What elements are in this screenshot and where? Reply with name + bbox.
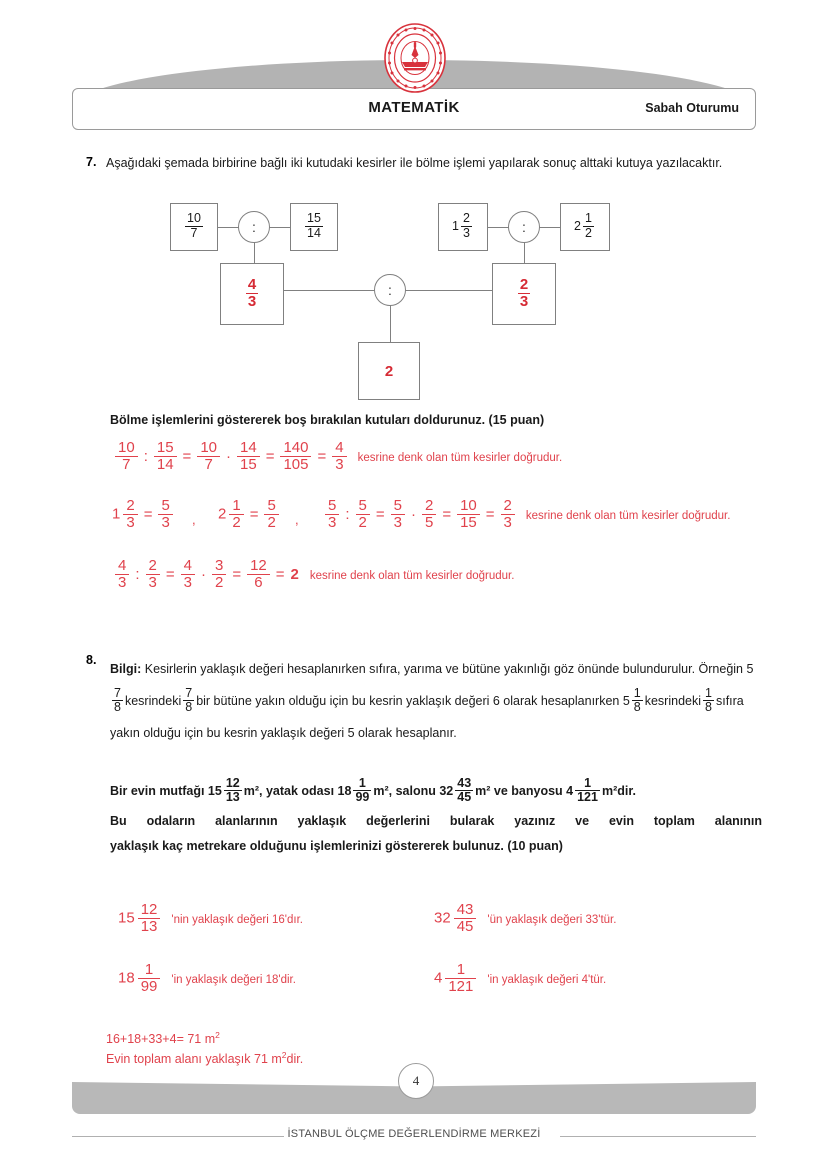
fraction: $\frac{4}{3}$ <box>332 440 346 473</box>
diagram-box-left-result <box>220 263 284 325</box>
question-8-answer-2 <box>434 902 616 935</box>
fraction: $\frac{5}{2}$ <box>356 498 370 531</box>
fraction: $\frac{10}{7}$ <box>197 440 220 473</box>
diagram-box-left-dividend <box>170 203 218 251</box>
operator: : <box>143 448 148 466</box>
diagram-connector <box>524 241 525 263</box>
fraction: $\frac{12}{13}$ <box>225 776 240 805</box>
operator: = <box>442 506 452 524</box>
question-8-task-line-2: Bu odaların alanlarının yaklaşık değerlerini bularak yazınız ve evin toplam alanının <box>110 814 762 828</box>
operator: · <box>226 448 231 466</box>
task-part-a: Bir evin mutfağı 15 <box>110 783 222 798</box>
fraction: $\frac{2}{3}$ <box>463 211 470 240</box>
fraction: $\frac{1}{121}$ <box>445 962 476 995</box>
operator: = <box>265 448 275 466</box>
operator: = <box>485 506 495 524</box>
operator: = <box>249 506 259 524</box>
operator: = <box>143 506 153 524</box>
mixed-number: 18 $\frac{1}{99}$ <box>118 962 163 995</box>
sum-expression: 16+18+33+4= 71 m <box>106 1032 216 1047</box>
question-7-number: 7. <box>86 155 97 169</box>
fraction: $\frac{43}{45}$ <box>454 902 477 935</box>
diagram-operator-center: : <box>374 274 406 306</box>
fraction: $\frac{2}{3}$ <box>501 498 515 531</box>
question-7-prompt <box>106 155 760 172</box>
diagram-box-left-divisor <box>290 203 338 251</box>
mixed-number: 15 $\frac{12}{13}$ <box>118 902 163 935</box>
diagram-operator-right: : <box>508 211 540 243</box>
question-8-answer-4 <box>434 962 606 995</box>
operator: = <box>275 566 285 584</box>
operator: = <box>232 566 242 584</box>
task-part-b: m², yatak odası 18 <box>243 783 352 798</box>
question-8-info-part-3: bir bütüne yakın olduğu için bu kesrin yaklaşık değeri 6 olarak hesaplanırken 5 <box>196 694 630 708</box>
question-8-answer-3 <box>118 962 296 995</box>
fraction: $\frac{1}{8}$ <box>705 686 712 715</box>
square-exponent: 2 <box>281 1050 287 1060</box>
task-part-d: m² ve banyosu 4 <box>475 783 574 798</box>
operator: = <box>165 566 175 584</box>
fraction: $\frac{1}{99}$ <box>355 776 370 805</box>
fraction: $\frac{43}{45}$ <box>457 776 472 805</box>
mixed-number: 1 $\frac{2}{3}$ <box>112 498 141 531</box>
fraction: $\frac{15}{14}$ <box>307 211 321 240</box>
question-7-work-line-2c <box>322 498 730 531</box>
question-8-number: 8. <box>86 653 97 667</box>
answer-text: 'nin yaklaşık değeri 16'dır. <box>171 913 303 926</box>
page-title: MATEMATİK <box>368 99 460 116</box>
operator: = <box>317 448 327 466</box>
question-7-work-line-2b <box>218 498 282 531</box>
question-7-work-comma-1: , <box>192 512 196 527</box>
diagram-connector <box>402 290 494 291</box>
fraction: $\frac{2}{5}$ <box>422 498 436 531</box>
fraction: $\frac{4}{3}$ <box>115 558 129 591</box>
diagram-connector <box>254 241 255 263</box>
question-8-task-line-3: yaklaşık kaç metrekare olduğunu işlemlerinizi göstererek bulunuz. (10 puan) <box>110 839 563 853</box>
answer-text: 'in yaklaşık değeri 4'tür. <box>487 973 607 986</box>
operator: = <box>375 506 385 524</box>
mixed-number: 32 $\frac{43}{45}$ <box>434 902 479 935</box>
fraction: $\frac{7}{8}$ <box>185 686 193 715</box>
fraction: $\frac{4}{3}$ <box>247 275 257 310</box>
mixed-number: 2 $\frac{1}{2}$ <box>574 211 592 240</box>
work-result: 2 <box>290 566 299 584</box>
question-7-prompt-line-1: Aşağıdaki şemada birbirine bağlı iki kutudaki kesirler ile bölme işlemi yapılarak sonuç alttaki <box>106 156 613 170</box>
question-8-info <box>110 653 760 749</box>
operator: · <box>410 506 416 524</box>
fraction: $\frac{1}{2}$ <box>229 498 243 531</box>
question-8-sum-line <box>106 1030 220 1046</box>
footer-organization: İSTANBUL ÖLÇME DEĞERLENDİRME MERKEZİ <box>287 1128 541 1140</box>
page-header <box>0 0 828 145</box>
operator: · <box>200 566 206 584</box>
question-7-work-line-1 <box>112 440 562 473</box>
fraction: $\frac{2}{3}$ <box>519 275 529 310</box>
diagram-connector <box>268 227 290 228</box>
question-8-info-part-2: kesrindeki <box>124 694 182 708</box>
diagram-operator-left: : <box>238 211 270 243</box>
fraction: $\frac{2}{3}$ <box>123 498 137 531</box>
diagram-connector <box>284 290 378 291</box>
fraction: $\frac{3}{2}$ <box>212 558 226 591</box>
mixed-number: 4 $\frac{1}{121}$ <box>434 962 479 995</box>
work-note: kesrine denk olan tüm kesirler doğrudur. <box>309 569 515 582</box>
conclusion-prefix: Evin toplam alanı yaklaşık 71 m <box>106 1052 282 1067</box>
fraction: $\frac{15}{14}$ <box>154 440 177 473</box>
diagram-connector <box>390 305 391 343</box>
bilgi-label: Bilgi: <box>110 662 142 676</box>
diagram-connector <box>538 227 560 228</box>
answer-text: 'in yaklaşık değeri 18'dir. <box>171 973 296 986</box>
fraction: $\frac{5}{2}$ <box>264 498 278 531</box>
operator: : <box>135 566 140 584</box>
diagram-box-right-divisor <box>560 203 610 251</box>
question-7-work-line-2a <box>112 498 176 531</box>
mixed-number: 2 $\frac{1}{2}$ <box>218 498 247 531</box>
header-title-bar <box>72 88 756 130</box>
session-label: Sabah Oturumu <box>645 101 739 115</box>
fraction: $\frac{1}{121}$ <box>577 776 598 805</box>
work-note: kesrine denk olan tüm kesirler doğrudur. <box>357 451 563 464</box>
fraction: $\frac{5}{3}$ <box>391 498 405 531</box>
question-8-info-part-4: kesrindeki <box>644 694 702 708</box>
fraction: $\frac{10}{7}$ <box>115 440 138 473</box>
diagram-box-final-result: 2 <box>358 342 420 400</box>
fraction: $\frac{1}{8}$ <box>633 686 641 715</box>
mixed-number: 1 $\frac{2}{3}$ <box>452 211 470 240</box>
task-part-e: m²dir. <box>601 783 637 798</box>
question-7-work-line-3 <box>112 558 514 591</box>
work-note: kesrine denk olan tüm kesirler doğrudur. <box>525 509 731 522</box>
question-8-conclusion-line <box>106 1050 303 1066</box>
fraction: $\frac{5}{3}$ <box>158 498 172 531</box>
fraction: $\frac{1}{2}$ <box>585 211 592 240</box>
question-8-info-part-1: Kesirlerin yaklaşık değeri hesaplanırken sıfıra, yarıma ve bütüne yakınlığı göz önünde bulundurulur. Örneğin 5 <box>144 662 754 676</box>
fraction: $\frac{1}{99}$ <box>138 962 161 995</box>
fraction: $\frac{5}{3}$ <box>325 498 339 531</box>
operator: : <box>345 506 350 524</box>
fraction: $\frac{14}{15}$ <box>237 440 260 473</box>
fraction: $\frac{140}{105}$ <box>280 440 311 473</box>
diagram-box-right-dividend <box>438 203 488 251</box>
question-8-info-part-5: sıfıra yakın olduğu için bu kesrin yaklaşık değeri 5 olarak hesaplanır. <box>110 694 744 740</box>
question-8-answer-1 <box>118 902 303 935</box>
task-part-c: m², salonu 32 <box>373 783 454 798</box>
operator: = <box>182 448 192 466</box>
fraction: $\frac{12}{6}$ <box>247 558 270 591</box>
fraction: $\frac{7}{8}$ <box>114 686 121 715</box>
diagram-connector <box>488 227 510 228</box>
square-exponent: 2 <box>215 1030 220 1040</box>
fraction: $\frac{12}{13}$ <box>138 902 161 935</box>
question-7-instruction: Bölme işlemlerini göstererek boş bırakılan kutuları doldurunuz. (15 puan) <box>110 413 545 427</box>
page-number-badge: 4 <box>398 1063 434 1099</box>
fraction: $\frac{2}{3}$ <box>146 558 160 591</box>
fraction-division-diagram <box>150 195 650 400</box>
answer-text: 'ün yaklaşık değeri 33'tür. <box>487 913 617 926</box>
turkish-ministry-of-education-emblem-icon <box>382 22 448 94</box>
conclusion-suffix: dir. <box>286 1052 304 1067</box>
fraction: $\frac{4}{3}$ <box>181 558 195 591</box>
question-8-task-line-1 <box>110 778 762 805</box>
question-7-work-comma-2: , <box>295 512 299 527</box>
fraction: $\frac{10}{7}$ <box>187 211 201 240</box>
fraction: $\frac{10}{15}$ <box>457 498 480 531</box>
diagram-box-right-result <box>492 263 556 325</box>
diagram-connector <box>218 227 240 228</box>
question-7-prompt-line-2: kutuya yazılacaktır. <box>615 156 723 170</box>
